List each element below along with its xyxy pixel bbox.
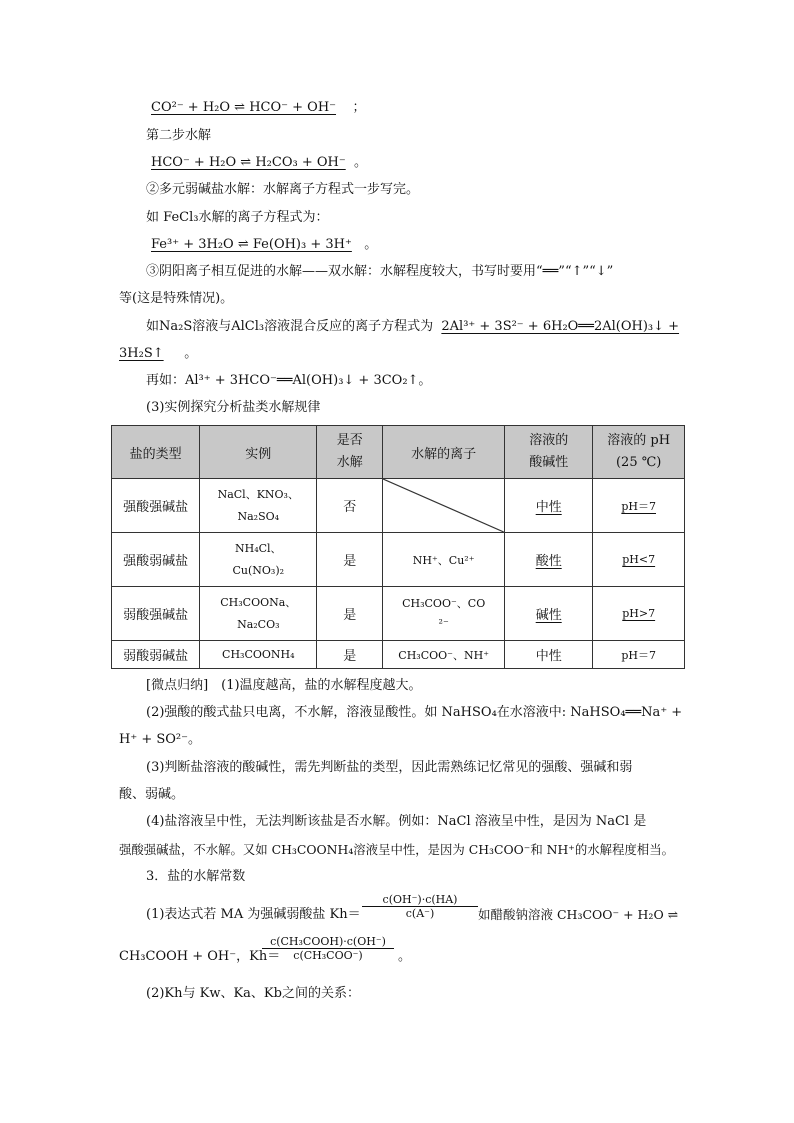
note-judge-type-cont: 酸、弱碱。	[119, 787, 185, 802]
fraction-numerator: c(CH₃COOH)·c(OH⁻)	[270, 935, 386, 948]
cell-hydrolysis: 是	[317, 641, 383, 669]
ph-text: pH＝7	[621, 499, 656, 513]
header-cell: 实例	[200, 426, 317, 479]
table-row	[112, 587, 685, 641]
kh-fraction-2	[262, 935, 394, 962]
kh-acetate-intro: CH₃COOH + OH⁻，Kh＝	[119, 949, 281, 964]
note-acid-salt-cont: H⁺ + SO²⁻。	[119, 732, 201, 747]
cell-example: NH₄Cl、 Cu(NO₃)₂	[200, 533, 317, 587]
cell-example: CH₃COONa、 Na₂CO₃	[200, 587, 317, 641]
cell-type: 强酸弱碱盐	[112, 533, 200, 587]
equation-h2s: 3H₂S↑	[119, 346, 164, 361]
cell-type: 弱酸弱碱盐	[112, 641, 200, 669]
equation-fe: Fe³⁺ + 3H₂O ⇌ Fe(OH)₃ + 3H⁺	[151, 237, 352, 252]
kh-relationship: (2)Kh与 Kw、Ka、Kb之间的关系：	[146, 986, 360, 1001]
cell-type: 强酸强碱盐	[112, 479, 200, 533]
line-carbonate-step1	[151, 99, 366, 117]
punct: 。	[398, 949, 412, 964]
cell-ph: pH＝7	[593, 641, 685, 669]
cell-ions: CH₃COO⁻、CO ²⁻	[383, 587, 505, 641]
cell-ions-empty	[383, 479, 505, 533]
line-na2s-alcl3	[146, 318, 679, 336]
cell-ph	[593, 533, 685, 587]
header-cell: 溶液的 酸碱性	[505, 426, 593, 479]
cell-example: CH₃COONH₄	[200, 641, 317, 669]
cell-acidity: 中性	[505, 641, 593, 669]
line-double-hydrolysis: ③阴阳离子相互促进的水解——双水解：水解程度较大，书写时要用“══”“↑”“↓”	[146, 264, 614, 279]
table-row	[112, 533, 685, 587]
equation-step1: CO²⁻ + H₂O ⇌ HCO⁻ + OH⁻	[151, 100, 337, 115]
punct: 。	[184, 346, 198, 361]
section-hydrolysis-constant: 3．盐的水解常数	[146, 869, 246, 884]
line-carbonate-step2	[151, 154, 367, 172]
acidity-text: 酸性	[535, 554, 562, 569]
line-al-hco3: 再如：Al³⁺ + 3HCO⁻══Al(OH)₃↓ + 3CO₂↑。	[146, 373, 432, 388]
header-cell: 水解的离子	[383, 426, 505, 479]
punct: 。	[364, 237, 378, 252]
fraction-numerator: c(OH⁻)·c(HA)	[382, 893, 458, 906]
note-acid-salt: (2)强酸的酸式盐只电离，不水解，溶液显酸性。如 NaHSO₄在水溶液中: NaHSO₄══Na⁺ +	[146, 705, 683, 720]
cell-acidity	[505, 587, 593, 641]
kh-fraction-1	[362, 893, 478, 920]
header-cell: 是否 水解	[317, 426, 383, 479]
line-fecl3-equation	[151, 236, 377, 254]
cell-hydrolysis: 是	[317, 587, 383, 641]
punct: 。	[353, 155, 367, 170]
note-neutral-cont: 强酸强碱盐，不水解。又如 CH₃COONH₄溶液呈中性，是因为 CH₃COO⁻和 NH⁺的水解程度相当。	[119, 842, 674, 857]
cell-acidity	[505, 479, 593, 533]
acidity-text: 碱性	[535, 608, 562, 623]
cell-acidity	[505, 533, 593, 587]
fraction-denominator: c(CH₃COO⁻)	[262, 948, 394, 962]
cell-hydrolysis: 是	[317, 533, 383, 587]
line-polybase-rule: ②多元弱碱盐水解：水解离子方程式一步写完。	[146, 182, 420, 197]
hydrolysis-table	[111, 425, 685, 669]
note-neutral: (4)盐溶液呈中性，无法判断该盐是否水解。例如：NaCl 溶液呈中性，是因为 NaCl 是	[146, 814, 647, 829]
kh-expression-intro: (1)表达式若 MA 为强碱弱酸盐 Kh＝	[146, 907, 361, 922]
line-table-title: (3)实例探究分析盐类水解规律	[146, 400, 321, 415]
note-judge-type: (3)判断盐溶液的酸碱性，需先判断盐的类型，因此需熟练记忆常见的强酸、强碱和弱	[146, 760, 633, 775]
fraction-denominator: c(A⁻)	[362, 906, 478, 920]
ph-text: pH>7	[622, 607, 656, 620]
diagonal-line	[383, 479, 504, 532]
equation-step2: HCO⁻ + H₂O ⇌ H₂CO₃ + OH⁻	[151, 155, 346, 170]
cell-example: NaCl、KNO₃、 Na₂SO₄	[200, 479, 317, 533]
table-row	[112, 641, 685, 669]
cell-hydrolysis: 否	[317, 479, 383, 533]
line-special-case: 等(这是特殊情况)。	[119, 291, 234, 306]
header-cell: 溶液的 pH (25 ℃)	[593, 426, 685, 479]
cell-ph	[593, 587, 685, 641]
text: 如Na₂S溶液与AlCl₃溶液混合反应的离子方程式为	[146, 319, 434, 334]
equation-al: 2Al³⁺ + 3S²⁻ + 6H₂O══2Al(OH)₃↓ +	[441, 319, 680, 334]
punct: ；	[352, 100, 366, 115]
table-header-row	[112, 426, 685, 479]
header-cell: 盐的类型	[112, 426, 200, 479]
kh-example-acetate: 如醋酸钠溶液 CH₃COO⁻ + H₂O ⇌	[478, 907, 679, 922]
note-temperature: [微点归纳] (1)温度越高，盐的水解程度越大。	[146, 678, 422, 693]
cell-ions: CH₃COO⁻、NH⁺	[383, 641, 505, 669]
cell-ph	[593, 479, 685, 533]
line-fecl3-intro: 如 FeCl₃水解的离子方程式为：	[146, 210, 329, 225]
cell-ions: NH⁺、Cu²⁺	[383, 533, 505, 587]
line-step2-label: 第二步水解	[146, 128, 212, 143]
acidity-text: 中性	[535, 500, 562, 515]
line-h2s	[119, 345, 197, 363]
cell-type: 弱酸强碱盐	[112, 587, 200, 641]
ph-text: pH<7	[622, 553, 656, 566]
table-row	[112, 479, 685, 533]
